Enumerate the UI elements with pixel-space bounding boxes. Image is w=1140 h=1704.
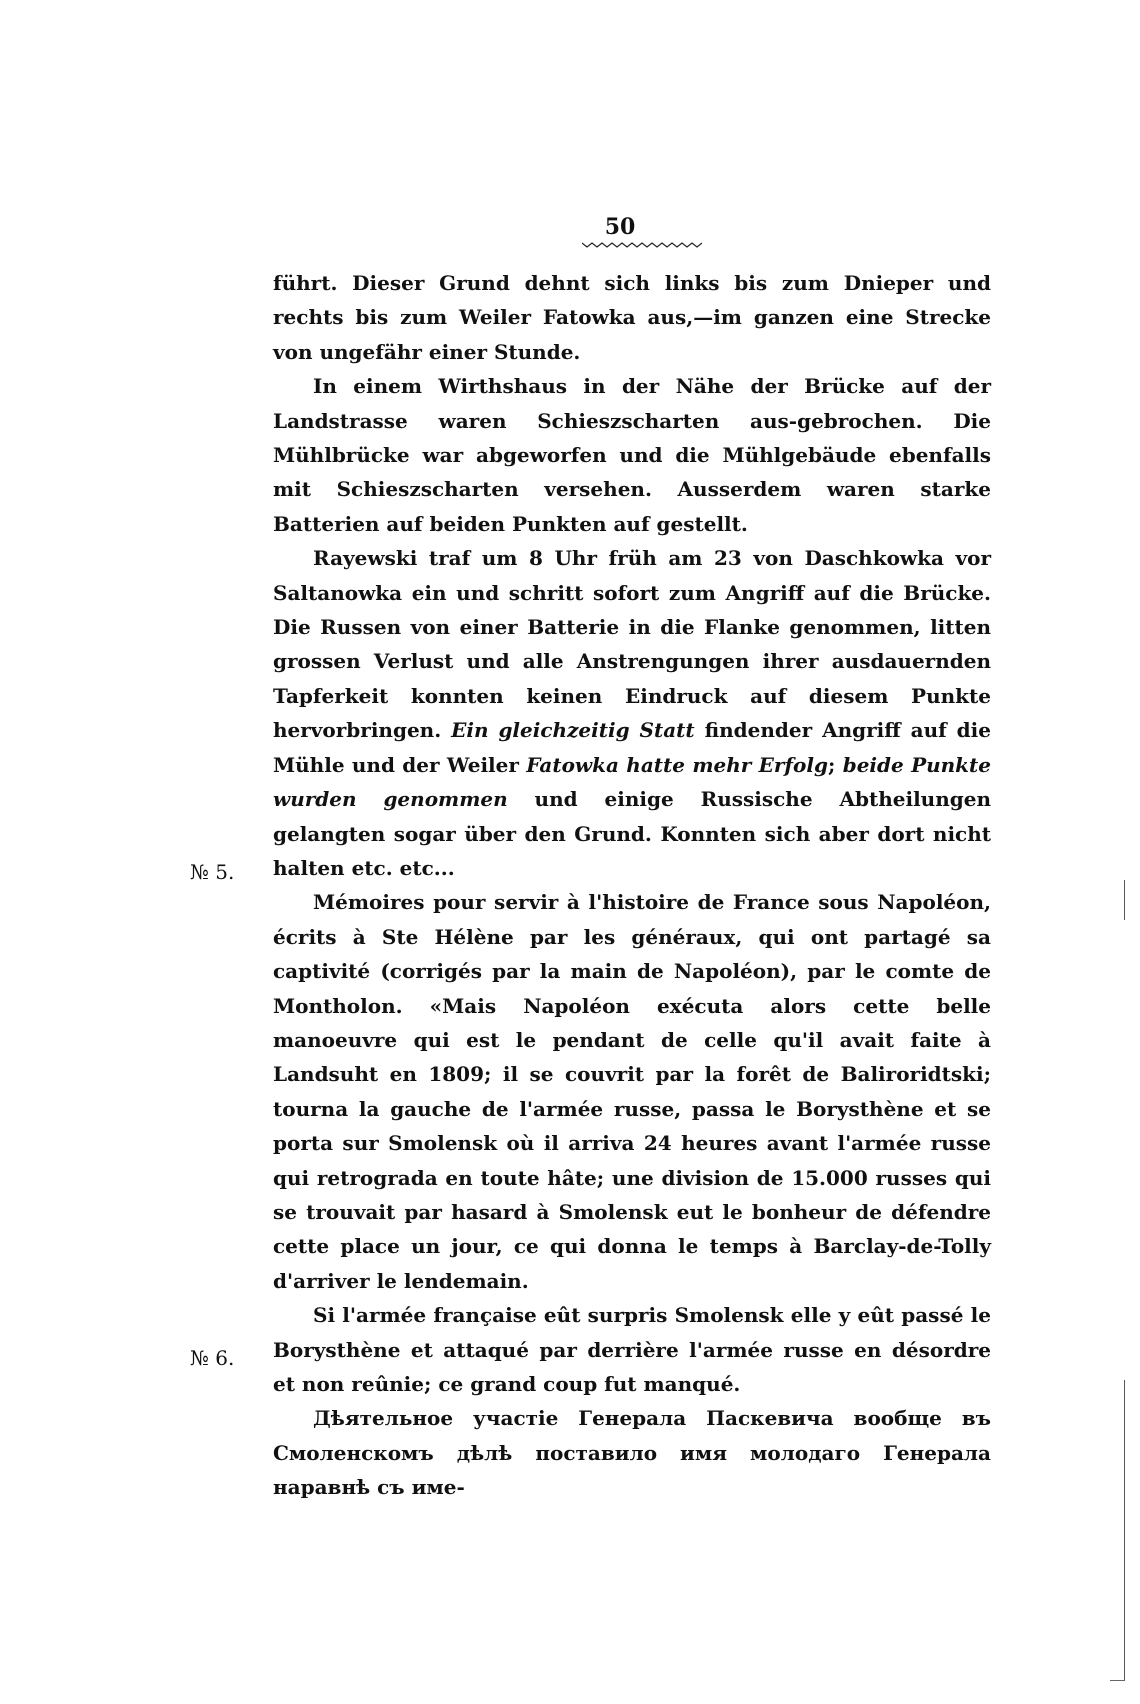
marker-no-6: № 6. — [190, 1346, 235, 1370]
paragraph-2-text: In einem Wirthshaus in der Nähe der Brücke auf der Landstrasse waren Schieszscharten aus-gebrochen. Die Mühlbrücke war abgeworfen und die Mühlgebäude ebenfalls mit Schieszscharten versehen. Ausserdem waren starke Batterien auf beiden Punkten auf gestellt. — [273, 374, 991, 536]
paragraph-2 — [273, 369, 991, 541]
paragraph-1 — [273, 266, 991, 369]
paragraph-4-text: Mémoires pour servir à l'histoire de France sous Napoléon, écrits à Ste Hélène par les généraux, qui ont partagé sa captivité (corrigés par la main de Napoléon), par le comte de Montholon. «Mais Napoléon exécuta alors cette belle manoeuvre qui est le pendant de celle qu'il avait faite à Landsuht en 1809; il se couvrit par la forêt de Baliroridtski; tourna la gauche de l'armée russe, passa le Borysthène et se porta sur Smolensk où il arriva 24 heures avant l'armée russe qui retrograda en toute hâte; une division de 15.000 russes qui se trouvait par hasard à Smolensk eut le bonheur de défendre cette place un jour, ce qui donna le temps à Barclay-de-Tolly d'arriver le lendemain. — [273, 890, 991, 1293]
paragraph-3 — [273, 541, 991, 885]
paragraph-5 — [273, 1298, 991, 1401]
page-number: 50 — [604, 214, 636, 240]
paragraph-3-text-d: und einige Russische Abtheilungen gelangten sogar über den Grund. Konnten sich aber dort nicht halten etc. etc... — [273, 787, 992, 880]
paragraph-4 — [273, 885, 991, 1298]
body-text — [273, 266, 991, 1505]
paragraph-1-text: führt. Dieser Grund dehnt sich links bis zum Dnieper und rechts bis zum Weiler Fatowka aus,—im ganzen eine Strecke von ungefähr einer Stunde. — [273, 271, 991, 364]
paragraph-6 — [273, 1401, 991, 1504]
paragraph-5-text: Si l'armée française eût surpris Smolensk elle y eût passé le Borysthène et attaqué par derrière l'armée russe en désordre et non reûnie; ce grand coup fut manqué. — [273, 1303, 991, 1396]
paragraph-3-text-b: findender Angriff auf die Mühle und der Weiler — [273, 718, 991, 777]
page-number-ornament — [582, 240, 702, 250]
scan-edge-line-upper — [1124, 880, 1125, 920]
paragraph-3-text-a: Rayewski traf um 8 Uhr früh am 23 von Daschkowka vor Saltanowka ein und schritt sofort zum Angriff auf die Brücke. Die Russen von einer Batterie in die Flanke genommen, litten grossen Verlust und alle Anstrengungen ihrer ausdauernden Tapferkeit konnten keinen Eindruck auf diesem Punkte hervorbringen. — [273, 546, 991, 743]
marker-no-5: № 5. — [190, 860, 235, 884]
paragraph-3-text-c: ; — [827, 752, 843, 777]
paragraph-3-italic-a: Ein gleichzeitig Statt — [451, 718, 695, 743]
paragraph-3-italic-b: Fatowka hatte mehr Erfolg — [526, 752, 828, 777]
paragraph-3-italic-c: beide Punkte wurden genommen — [273, 752, 992, 812]
scan-edge-line-lower — [1124, 1380, 1125, 1680]
scan-edge-tick — [1110, 1680, 1125, 1681]
paragraph-6-text: Дѣятельное участіе Генерала Паскевича вообще въ Смоленскомъ дѣлѣ поставило имя молодаго Генерала наравнѣ съ име- — [273, 1406, 991, 1500]
